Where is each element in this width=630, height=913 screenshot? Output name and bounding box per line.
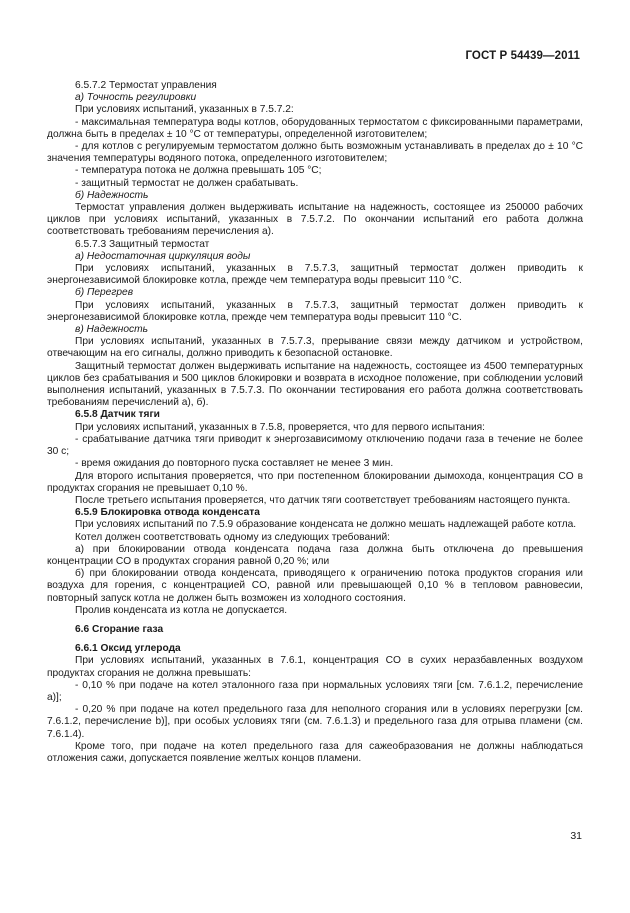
list-item: - максимальная температура воды котлов, оборудованных термостатом с фиксированными параметрами, должна быть в пределах ± 10 °C от температуры, определенной изготовителем; bbox=[47, 116, 583, 140]
list-item: - защитный термостат не должен срабатывать. bbox=[75, 177, 299, 189]
paragraph: Для второго испытания проверяется, что при постепенном блокировании дымохода, концентрация CO в продуктах сгорания не превышает 0,10 %. bbox=[47, 470, 583, 494]
list-item: а) при блокировании отвода конденсата подача газа должна быть отключена до превышения концентрации CO в продуктах сгорания равной 0,20 %; или bbox=[47, 543, 583, 567]
list-item: - температура потока не должна превышать 105 °C; bbox=[75, 165, 322, 177]
list-item: б) при блокировании отвода конденсата, приводящего к ограничению потока продуктов сгорания или воздуха для горения, с концентрацией CO, равной или превышающей 0,10 % в тепловом равновесии, повторный запуск котла не должен быть возможен из холодного состояния. bbox=[47, 568, 583, 604]
paragraph: При условиях испытаний, указанных в 7.5.7.2: bbox=[75, 104, 294, 116]
list-item: - 0,10 % при подаче на котел эталонного газа при нормальных условиях тяги [см. 7.6.1.2, перечисление а)]; bbox=[47, 679, 583, 703]
paragraph: Котел должен соответствовать одному из следующих требований: bbox=[75, 531, 390, 543]
body-text bbox=[47, 80, 583, 765]
clause-heading: 6.5.9 Блокировка отвода конденсата bbox=[75, 507, 260, 519]
paragraph: Термостат управления должен выдерживать испытание на надежность, состоящее из 250000 рабочих циклов при условиях испытаний, указанных в 7.5.7.2. По окончании испытаний его работа должна соответствовать требованиям перечисления а). bbox=[47, 202, 583, 238]
page-number: 31 bbox=[570, 830, 582, 842]
list-item-heading: в) Надежность bbox=[75, 324, 148, 336]
clause-heading: 6.5.8 Датчик тяги bbox=[75, 409, 160, 421]
subclause-heading: 6.5.7.2 Термостат управления bbox=[75, 80, 217, 91]
subclause-heading: 6.5.7.3 Защитный термостат bbox=[75, 238, 210, 250]
section-spacer bbox=[47, 636, 583, 643]
paragraph: При условиях испытаний по 7.5.9 образование конденсата не должно мешать надлежащей работе котла. bbox=[75, 519, 577, 531]
list-item: - для котлов с регулируемым термостатом должно быть возможным устанавливать в пределах до ± 10 °C значения температуры водяного потока, определенного изготовителем; bbox=[47, 141, 583, 165]
clause-heading: 6.6.1 Оксид углерода bbox=[75, 643, 181, 655]
list-item: - 0,20 % при подаче на котел предельного газа для неполного сгорания или в условиях перегрузки [см. 7.6.1.2, перечисление b)], при особых условиях тяги (см. 7.6.1.3) и предельного газа для отрыва пламени (см. 7.6.1.4). bbox=[47, 704, 583, 740]
paragraph: При условиях испытаний, указанных в 7.5.8, проверяется, что для первого испытания: bbox=[75, 421, 486, 433]
list-item: - время ожидания до повторного пуска составляет не менее 3 мин. bbox=[75, 458, 394, 470]
paragraph: Кроме того, при подаче на котел предельного газа для сажеобразования не должны наблюдаться отложения сажи, допускается появление желтых концов пламени. bbox=[47, 740, 583, 764]
list-item-heading: а) Недостаточная циркуляция воды bbox=[75, 250, 251, 262]
paragraph: При условиях испытаний, указанных в 7.6.1, концентрация CO в сухих неразбавленных воздухом продуктах сгорания не должна превышать: bbox=[47, 655, 583, 679]
paragraph: При условиях испытаний, указанных в 7.5.7.3, защитный термостат должен приводить к энергонезависимой блокировке котла, прежде чем температура воды превысит 110 °C. bbox=[47, 299, 583, 323]
paragraph: После третьего испытания проверяется, что датчик тяги соответствует требованиям настоящего пункта. bbox=[75, 494, 571, 506]
section-heading: 6.6 Сгорание газа bbox=[75, 623, 164, 635]
list-item: - срабатывание датчика тяги приводит к энергозависимому отключению подачи газа в течение не более 30 с; bbox=[47, 433, 583, 458]
paragraph: При условиях испытаний, указанных в 7.5.7.3, защитный термостат должен приводить к энергонезависимой блокировке котла, прежде чем температура воды превысит 110 °C. bbox=[47, 263, 583, 287]
paragraph: Пролив конденсата из котла не допускается. bbox=[75, 604, 288, 616]
section-spacer bbox=[47, 617, 583, 624]
paragraph: При условиях испытаний, указанных в 7.5.7.3, прерывание связи между датчиком и устройством, отвечающим на его сигналы, должно приводить к безопасной остановке. bbox=[47, 336, 583, 360]
paragraph: Защитный термостат должен выдерживать испытание на надежность, состоящее из 4500 температурных циклов без срабатывания и 500 циклов блокировки и возврата в исходное положение, при соблюдении условий выполнения испытаний, указанных в 7.5.7.3. По окончании тестирования его работа должна соответствовать требованиям перечислений а), б). bbox=[47, 360, 583, 409]
list-item-heading: б) Перегрев bbox=[75, 287, 134, 299]
list-item-heading: а) Точность регулировки bbox=[75, 92, 197, 104]
list-item-heading: б) Надежность bbox=[75, 189, 149, 201]
standard-number-header: ГОСТ Р 54439—2011 bbox=[465, 50, 580, 62]
